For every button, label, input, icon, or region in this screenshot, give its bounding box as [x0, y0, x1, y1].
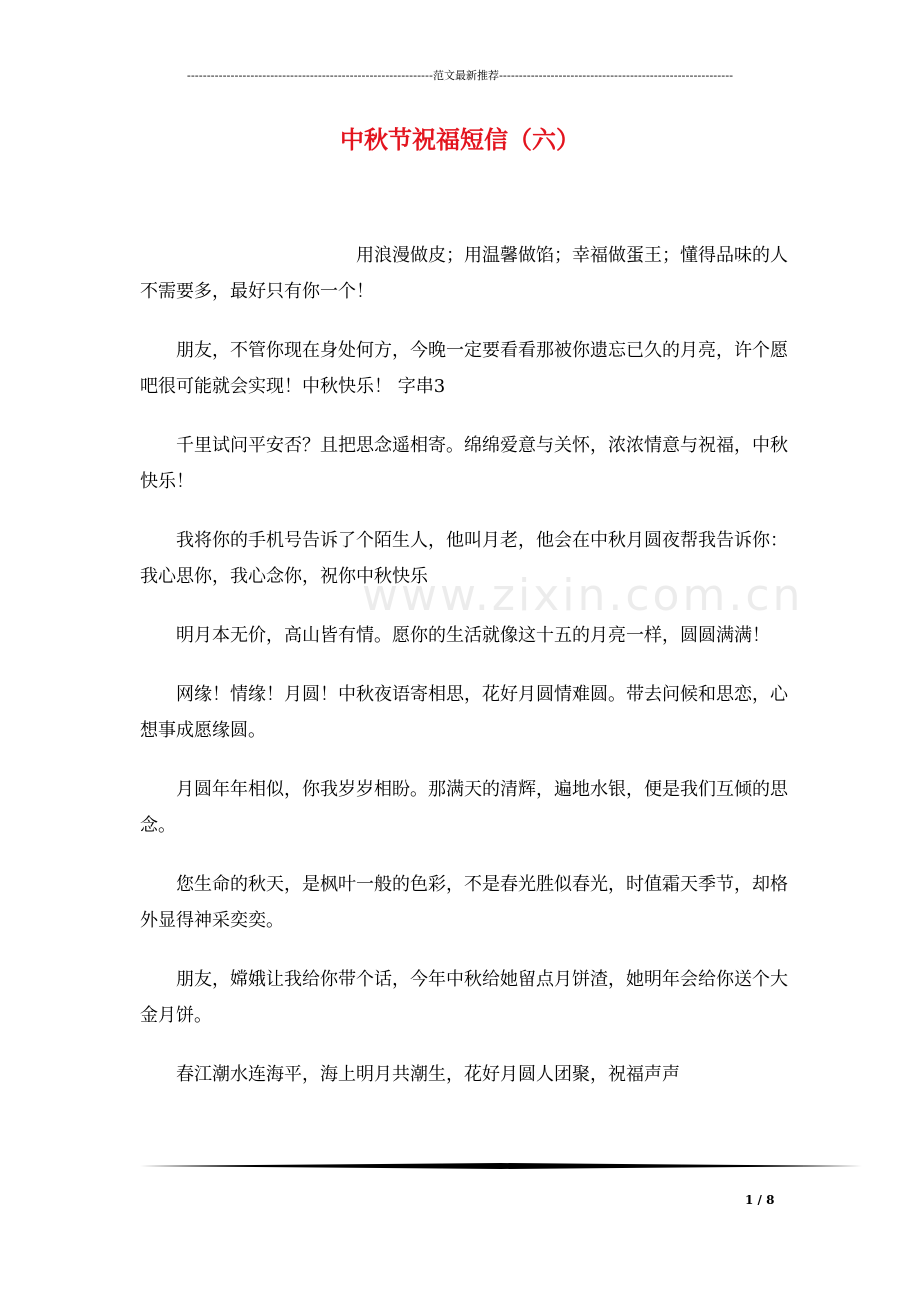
paragraph-6: 网缘！情缘！月圆！中秋夜语寄相思，花好月圆情难圆。带去问候和思恋，心想事成愿缘圆。	[140, 684, 788, 741]
paragraph-7: 月圆年年相似，你我岁岁相盼。那满天的清辉，遍地水银，便是我们互倾的思念。	[140, 779, 788, 836]
paragraph-1: 用浪漫做皮；用温馨做馅；幸福做蛋王；懂得品味的人不需要多，最好只有你一个！	[140, 245, 788, 302]
paragraph-10: 春江潮水连海平，海上明月共潮生，花好月圆人团聚，祝福声声	[176, 1064, 680, 1085]
header-label: 范文最新推荐	[432, 69, 499, 82]
paragraph-9: 朋友，嫦娥让我给你带个话，今年中秋给她留点月饼渣，她明年会给你送个大金月饼。	[140, 969, 788, 1026]
document-title: 中秋节祝福短信（六）	[340, 125, 580, 154]
page-number: 1 / 8	[745, 1193, 775, 1207]
footer-divider	[140, 1163, 862, 1169]
header-banner	[140, 68, 780, 84]
paragraph-4: 我将你的手机号告诉了个陌生人，他叫月老，他会在中秋月圆夜帮我告诉你：我心思你，我心念你，祝你中秋快乐	[140, 530, 788, 587]
paragraph-8: 您生命的秋天，是枫叶一般的色彩，不是春光胜似春光，时值霜天季节，却格外显得神采奕奕。	[140, 874, 788, 931]
paragraph-2: 朋友，不管你现在身处何方，今晚一定要看看那被你遗忘已久的月亮，许个愿吧很可能就会实现！中秋快乐！ 字串3	[140, 340, 788, 397]
watermark: www.zixin.com.cn	[362, 570, 804, 621]
document-body	[140, 238, 788, 1116]
paragraph-5: 明月本无价，高山皆有情。愿你的生活就像这十五的月亮一样，圆圆满满！	[176, 625, 770, 646]
paragraph-3: 千里试问平安否？且把思念遥相寄。绵绵爱意与关怀，浓浓情意与祝福，中秋快乐！	[140, 435, 788, 492]
header-dashes-right: -----------------------------------------------------------	[498, 69, 734, 82]
header-dashes-left: --------------------------------------------------------------	[186, 69, 433, 82]
